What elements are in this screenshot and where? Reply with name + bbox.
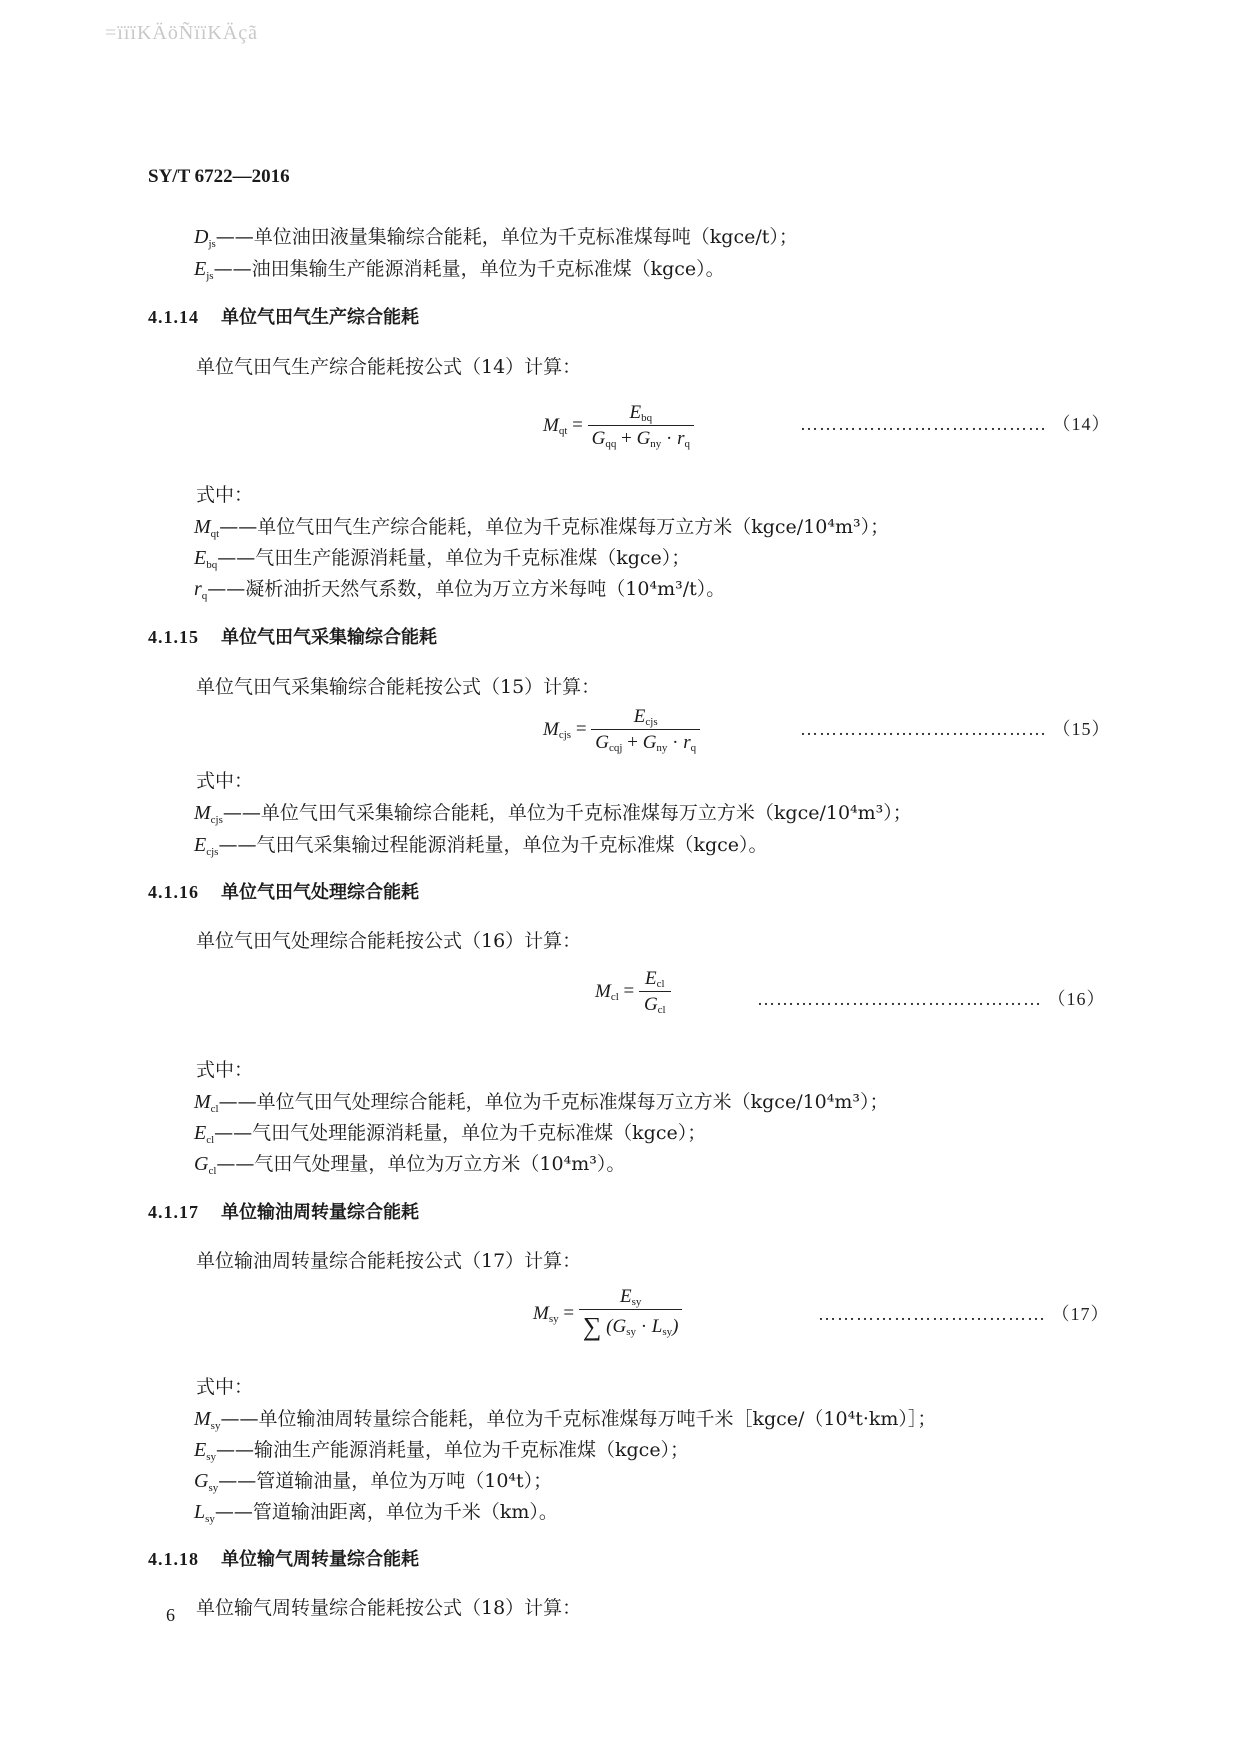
symbol: $G_{sy}$: [194, 1470, 219, 1494]
section-heading-4-1-14: 4.1.14 单位气田气生产综合能耗: [148, 307, 419, 328]
intro-4-1-16: 单位气田气处理综合能耗按公式（16）计算：: [196, 930, 582, 952]
symbol: $E_{cjs}$: [194, 834, 219, 858]
definition-text: ——单位输油周转量综合能耗，单位为千克标准煤每万吨千米［kgce/（10⁴t·km）］；: [220, 1408, 937, 1430]
formula-14: $M_{qt}$ = $\frac{E_{bq}}{G_{qq} + G_{ny} \cdot r_q}$: [543, 402, 694, 450]
formula-17: $M_{sy}$ = $\frac{E_{sy}}{\sum (G_{sy} \cdot L_{sy})}$: [533, 1286, 682, 1342]
definition-text: ——气田气处理量，单位为万立方米（10⁴m³）。: [216, 1153, 626, 1175]
symbol: $E_{js}$: [194, 258, 214, 282]
formula-16: $M_{cl}$ = $\frac{E_{cl}}{G_{cl}}$: [595, 968, 671, 1016]
definition: [194, 1118, 706, 1146]
symbol: $D_{js}$: [194, 226, 216, 250]
page-number: 6: [166, 1605, 175, 1625]
definition: [194, 543, 690, 571]
definition-text: ——单位气田气采集输综合能耗，单位为千克标准煤每万立方米（kgce/10⁴m³）；: [222, 802, 912, 824]
symbol: $M_{cl}$: [194, 1091, 219, 1115]
equation-number-16: ……………………………………… （16）: [757, 989, 1106, 1009]
where-label: 式中：: [196, 1376, 254, 1398]
section-heading-4-1-15: 4.1.15 单位气田气采集输综合能耗: [148, 627, 437, 648]
equation-number-14: ………………………………… （14）: [800, 414, 1111, 434]
definition-text: ——单位油田液量集输综合能耗，单位为千克标准煤每吨（kgce/t）；: [215, 226, 798, 248]
definition: [194, 1435, 689, 1463]
definition: [194, 512, 889, 540]
intro-4-1-17: 单位输油周转量综合能耗按公式（17）计算：: [196, 1250, 582, 1272]
definition: [194, 1497, 558, 1525]
definition: [194, 1149, 625, 1177]
where-label: 式中：: [196, 770, 254, 792]
definition-text: ——气田气处理能源消耗量，单位为千克标准煤（kgce）；: [214, 1122, 707, 1144]
watermark: =ïïïKÄöÑïïKÄçã: [105, 22, 259, 44]
definition-text: ——单位气田气处理综合能耗，单位为千克标准煤每万立方米（kgce/10⁴m³）；: [218, 1091, 889, 1113]
definition: [194, 830, 768, 858]
definition-text: ——管道输油量，单位为万吨（10⁴t）；: [218, 1470, 553, 1492]
standard-code: SY/T 6722—2016: [148, 166, 290, 187]
definition-text: ——输油生产能源消耗量，单位为千克标准煤（kgce）；: [216, 1439, 690, 1461]
symbol: $E_{cl}$: [194, 1122, 215, 1146]
section-heading-4-1-18: 4.1.18 单位输气周转量综合能耗: [148, 1549, 419, 1570]
definition: [194, 574, 725, 602]
where-label: 式中：: [196, 484, 254, 506]
symbol: $r_q$: [194, 578, 208, 602]
where-label: 式中：: [196, 1059, 254, 1081]
symbol: $E_{bq}$: [194, 547, 218, 571]
symbol: $M_{sy}$: [194, 1408, 221, 1432]
symbol: $M_{qt}$: [194, 516, 220, 540]
definition: [194, 798, 912, 826]
symbol: $E_{sy}$: [194, 1439, 216, 1463]
definition: [194, 1466, 552, 1494]
section-heading-4-1-17: 4.1.17 单位输油周转量综合能耗: [148, 1202, 419, 1223]
intro-4-1-18: 单位输气周转量综合能耗按公式（18）计算：: [196, 1597, 582, 1619]
section-heading-4-1-16: 4.1.16 单位气田气处理综合能耗: [148, 882, 419, 903]
definition-text: ——凝析油折天然气系数，单位为万立方米每吨（10⁴m³/t）。: [207, 578, 726, 600]
symbol: $G_{cl}$: [194, 1153, 217, 1177]
definition-text: ——气田气采集输过程能源消耗量，单位为千克标准煤（kgce）。: [218, 834, 768, 856]
intro-4-1-14: 单位气田气生产综合能耗按公式（14）计算：: [196, 356, 582, 378]
definition-d-js: [194, 222, 798, 250]
formula-15: $M_{cjs}$ = $\frac{E_{cjs}}{G_{cqj} + G_{ny} \cdot r_q}$: [543, 706, 700, 754]
equation-number-15: ………………………………… （15）: [800, 719, 1111, 739]
definition-text: ——管道输油距离，单位为千米（km）。: [214, 1501, 558, 1523]
intro-4-1-15: 单位气田气采集输综合能耗按公式（15）计算：: [196, 676, 601, 698]
symbol: $L_{sy}$: [194, 1501, 215, 1525]
definition-text: ——油田集输生产能源消耗量，单位为千克标准煤（kgce）。: [213, 258, 725, 280]
definition: [194, 1404, 936, 1432]
definition: [194, 1087, 889, 1115]
definition-text: ——单位气田气生产综合能耗，单位为千克标准煤每万立方米（kgce/10⁴m³）；: [219, 516, 890, 538]
definition-e-js: [194, 254, 725, 282]
definition-text: ——气田生产能源消耗量，单位为千克标准煤（kgce）；: [217, 547, 691, 569]
equation-number-17: ……………………………… （17）: [818, 1304, 1110, 1324]
symbol: $M_{cjs}$: [194, 802, 223, 826]
